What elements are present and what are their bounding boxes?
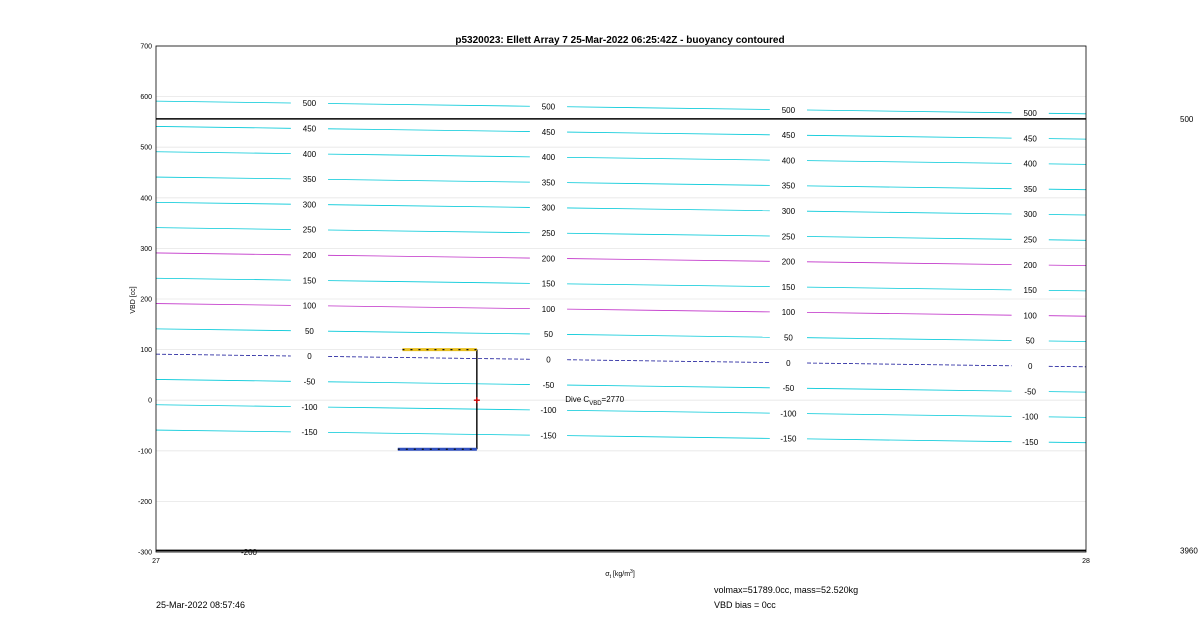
- contour-label: 50: [783, 333, 793, 343]
- contour-label: -100: [540, 406, 557, 416]
- contour-line: [807, 135, 1012, 138]
- contour-label: 250: [541, 228, 556, 238]
- contour-line: [328, 154, 530, 157]
- contour-line: [567, 309, 770, 312]
- contour-label: 300: [541, 203, 556, 213]
- footer-vbd-bias: VBD bias = 0cc: [714, 600, 776, 610]
- contour-label: 250: [302, 225, 317, 235]
- contour-label: 350: [1023, 184, 1037, 194]
- grid-layer: [156, 46, 1086, 552]
- footer-volmax: volmax=51789.0cc, mass=52.520kg: [714, 585, 859, 595]
- contour-label: 450: [302, 124, 317, 134]
- y-tick-label: -300: [137, 549, 152, 557]
- axes-layer: [138, 44, 1090, 566]
- x-axis-label-symbol: σ: [605, 571, 610, 578]
- contour-line: [1049, 164, 1086, 165]
- contour-label: 250: [781, 232, 796, 242]
- y-tick-label: 0: [148, 397, 152, 405]
- contour-label-extra: -200: [240, 548, 258, 557]
- contour-label: -150: [780, 434, 797, 444]
- contour-label: 450: [781, 131, 796, 141]
- y-tick-label: 600: [140, 94, 152, 102]
- contour-line: [807, 186, 1012, 189]
- contour-label: 300: [1023, 210, 1037, 220]
- contour-line: [567, 132, 770, 135]
- contour-line: [807, 312, 1012, 315]
- y-tick-label: 700: [140, 43, 152, 51]
- contour-line: [156, 152, 291, 154]
- contour-line: [156, 177, 291, 179]
- contour-label: 350: [541, 178, 556, 188]
- contour-label: -50: [782, 384, 795, 394]
- contour-label: -50: [1024, 387, 1036, 397]
- annotation-text: Dive C: [565, 395, 590, 405]
- contour-line: [1049, 189, 1086, 190]
- contour-label: 50: [544, 330, 553, 340]
- y-tick-label: 100: [140, 347, 152, 355]
- annotation-suffix: =2770: [601, 395, 625, 405]
- contour-label: -50: [542, 380, 555, 390]
- contour-label: 200: [781, 257, 796, 267]
- contour-label: 100: [302, 301, 317, 311]
- contour-line: [567, 208, 770, 211]
- contour-line: [807, 161, 1012, 164]
- contour-line: [156, 304, 291, 306]
- contour-line: [567, 157, 770, 160]
- y-tick-label: 300: [140, 245, 152, 253]
- contour-label: 400: [541, 153, 556, 163]
- contour-line: [328, 255, 530, 258]
- contour-line: [1049, 392, 1086, 393]
- dive-cvbd-annotation: [565, 395, 624, 407]
- contour-line: [156, 329, 291, 331]
- contour-label: 200: [541, 254, 556, 264]
- contour-line: [328, 356, 530, 359]
- contour-label: 300: [781, 206, 796, 216]
- contour-label: 200: [1023, 260, 1037, 270]
- contour-line: [567, 233, 770, 236]
- x-tick-label: 28: [1082, 558, 1090, 565]
- contour-label: 350: [781, 181, 796, 191]
- contour-line: [807, 363, 1012, 366]
- contour-line: [1049, 214, 1086, 215]
- contour-line: [156, 379, 291, 381]
- contour-line: [156, 126, 291, 128]
- contour-line: [1049, 442, 1086, 443]
- contour-label: -150: [1022, 437, 1039, 447]
- contour-line: [807, 237, 1012, 240]
- contour-label: 100: [1023, 311, 1037, 321]
- contour-line: [156, 354, 291, 356]
- y-tick-label: -100: [137, 448, 152, 456]
- contour-line: [567, 183, 770, 186]
- contour-label: -100: [780, 409, 797, 419]
- contour-label: 200: [302, 251, 317, 261]
- contour-label: -100: [301, 402, 318, 412]
- contour-label: 150: [541, 279, 556, 289]
- contour-line: [328, 407, 530, 410]
- contour-line: [807, 211, 1012, 214]
- contour-line: [328, 281, 530, 284]
- contour-line: [156, 278, 291, 280]
- contour-line: [1049, 290, 1086, 291]
- y-tick-label: 200: [140, 296, 152, 304]
- y-tick-label: -200: [137, 498, 152, 506]
- contour-label: 50: [304, 326, 314, 336]
- y-axis-label: VBD [cc]: [130, 286, 137, 314]
- contour-line: [1049, 265, 1086, 266]
- contour-line: [1049, 316, 1086, 317]
- contour-line: [328, 331, 530, 334]
- contour-label: -50: [303, 377, 316, 387]
- contour-line: [328, 306, 530, 309]
- contour-line: [328, 103, 530, 106]
- contour-label: 0: [546, 355, 551, 365]
- contour-line: [1049, 240, 1086, 241]
- x-axis-label-units-sup: 3: [630, 569, 633, 575]
- contour-line: [807, 262, 1012, 265]
- contour-line: [807, 338, 1012, 341]
- contour-line: [1049, 366, 1086, 367]
- contour-label: 0: [307, 352, 312, 362]
- contour-line: [807, 414, 1012, 417]
- x-axis-label-units-end: ]: [632, 571, 635, 578]
- contour-label: 450: [541, 127, 556, 137]
- contour-label: 450: [1023, 134, 1037, 144]
- contour-line: [156, 430, 291, 432]
- x-axis-label-units: [kg/m: [612, 571, 631, 578]
- contour-label: 500: [1023, 109, 1037, 119]
- contour-line: [156, 202, 291, 204]
- contour-label: -150: [540, 431, 557, 441]
- x-tick-label: 27: [152, 558, 160, 565]
- chart-title: p5320023: Ellett Array 7 25-Mar-2022 06:25:42Z - buoyancy contoured: [455, 35, 785, 46]
- y-tick-label: 500: [140, 144, 152, 152]
- contour-layer: [156, 99, 1086, 557]
- contour-label: 300: [302, 200, 317, 210]
- contour-line: [807, 388, 1012, 391]
- contour-label: 100: [781, 308, 796, 318]
- contour-line: [156, 405, 291, 407]
- contour-line: [328, 129, 530, 132]
- contour-line: [1049, 417, 1086, 418]
- contour-line: [567, 385, 770, 388]
- contour-line: [807, 287, 1012, 290]
- contour-label: 500: [781, 105, 796, 115]
- contour-line: [807, 110, 1012, 113]
- vbd-limit-label: 3960: [1180, 546, 1198, 556]
- contour-line: [1049, 341, 1086, 342]
- contour-label: 0: [786, 358, 791, 368]
- contour-label: 500: [302, 99, 317, 109]
- contour-line: [328, 179, 530, 182]
- contour-label: 150: [302, 276, 317, 286]
- contour-line: [156, 228, 291, 230]
- dive-cvbd-marker: [474, 397, 480, 403]
- x-axis-label: [605, 569, 635, 580]
- contour-line: [328, 205, 530, 208]
- contour-label: 150: [781, 282, 796, 292]
- contour-line: [328, 382, 530, 385]
- contour-line: [156, 101, 291, 103]
- contour-line: [567, 284, 770, 287]
- contour-label: 350: [302, 175, 317, 185]
- contour-line: [567, 436, 770, 439]
- contour-line: [328, 432, 530, 435]
- footer-timestamp: 25-Mar-2022 08:57:46: [156, 600, 246, 610]
- x-axis-label-sub: t: [609, 574, 611, 580]
- contour-label: 100: [541, 304, 556, 314]
- contour-label: 500: [541, 102, 556, 112]
- contour-line: [1049, 139, 1086, 140]
- annotation-sub: VBD: [589, 401, 602, 408]
- contour-line: [567, 259, 770, 262]
- contour-line: [567, 410, 770, 413]
- contour-label: 400: [781, 156, 796, 166]
- contour-line: [328, 230, 530, 233]
- contour-line: [1049, 113, 1086, 114]
- contour-label: -100: [1022, 412, 1039, 422]
- contour-label: 400: [1023, 159, 1037, 169]
- contour-label: 250: [1023, 235, 1037, 245]
- contour-line: [567, 360, 770, 363]
- contour-label: 400: [302, 149, 317, 159]
- contour-label: -150: [301, 428, 318, 438]
- contour-label: 150: [1023, 286, 1037, 296]
- contour-line: [567, 107, 770, 110]
- vbd-limit-label: 500: [1180, 114, 1194, 124]
- contour-line: [567, 334, 770, 337]
- y-tick-label: 400: [140, 195, 152, 203]
- contour-line: [156, 253, 291, 255]
- contour-line: [807, 439, 1012, 442]
- contour-label: 50: [1025, 336, 1035, 346]
- contour-label: 0: [1027, 362, 1033, 372]
